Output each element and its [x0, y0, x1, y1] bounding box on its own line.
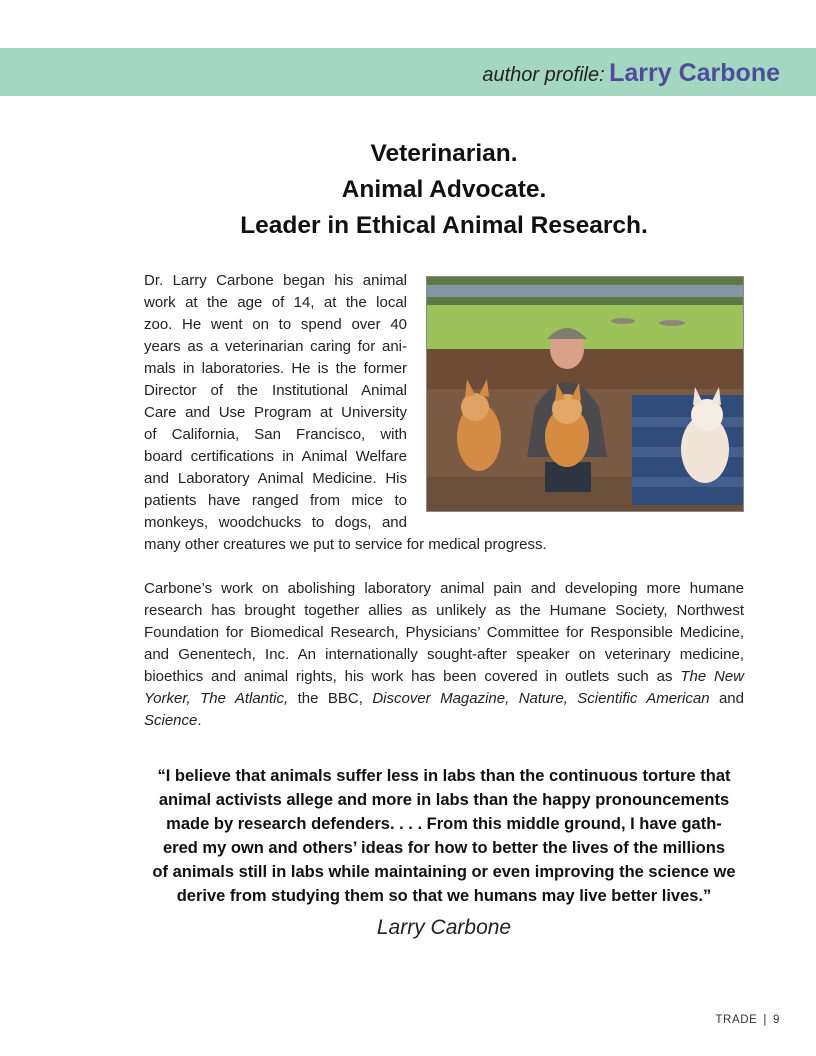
bio-line: research has brought together allies as unlikely as the Humane Society, Northwest: [144, 602, 744, 619]
bio-line: Foundation for Biomedical Research, Physicians’ Committee for Responsible Medicine,: [144, 624, 744, 641]
outlet-name: Discover Magazine, Nature, Scientific American: [372, 690, 710, 707]
outlet-name: Science: [144, 712, 198, 729]
quote-line: “I believe that animals suffer less in labs than the continuous torture that: [157, 767, 731, 785]
outlet-name: Yorker, The Atlantic,: [144, 690, 289, 707]
bio-line: patients have ranged from mice to: [144, 492, 407, 509]
bio-line: Dr. Larry Carbone began his animal: [144, 272, 407, 289]
header-banner: [0, 48, 816, 96]
headline-line-2: Animal Advocate.: [341, 176, 547, 203]
bio-line: many other creatures we put to service for medical progress.: [144, 536, 547, 553]
pull-quote: [136, 764, 752, 908]
page-footer: [715, 1014, 780, 1026]
banner-author-name: Larry Carbone: [609, 59, 780, 87]
bio-line: years as a veterinarian caring for ani-: [144, 338, 407, 355]
headline-line-1: Veterinarian.: [370, 140, 518, 167]
bio-line: [144, 710, 744, 732]
outlet-name: The New: [680, 668, 745, 685]
quote-line: ered my own and others’ ideas for how to better the lives of the millions: [162, 839, 725, 857]
bio-line: Care and Use Program at University: [144, 404, 407, 421]
bio-text-run: and: [718, 690, 744, 707]
bio-line: board certifications in Animal Welfare: [144, 448, 407, 465]
quote-line: of animals still in labs while maintaining or even improving the science we: [152, 863, 736, 881]
bio-line: monkeys, woodchucks to dogs, and: [144, 514, 407, 531]
quote-line: derive from studying them so that we humans may live better lives.”: [176, 887, 712, 905]
bio-text-run: bioethics and animal rights, his work has been covered in outlets such as: [144, 668, 673, 685]
bio-line: and Genentech, Inc. An internationally sought-after speaker on veterinary medicine,: [144, 646, 744, 663]
bio-line: and Laboratory Animal Medicine. His: [144, 470, 407, 487]
quote-line: animal activists allege and more in labs than the happy pronouncements: [158, 791, 730, 809]
quote-attribution: Larry Carbone: [376, 916, 512, 939]
bio-line: of California, San Francisco, with: [144, 426, 407, 443]
footer-section: TRADE: [715, 1014, 758, 1026]
headline-line-3: Leader in Ethical Animal Research.: [240, 212, 648, 239]
bio-text-run: the BBC,: [297, 690, 363, 707]
bio-line: [144, 666, 744, 688]
page-number: 9: [773, 1014, 780, 1026]
author-photo: [426, 276, 744, 512]
bio-line: Director of the Institutional Animal: [144, 382, 407, 399]
bio-paragraph-2: [144, 578, 744, 732]
quote-line: made by research defenders. . . . From this middle ground, I have gath-: [166, 815, 722, 833]
bio-line: [144, 688, 744, 710]
bio-line: Carbone’s work on abolishing laboratory animal pain and developing more humane: [144, 580, 744, 597]
bio-text-run: .: [197, 712, 202, 729]
author-with-dogs-image: [427, 277, 743, 511]
banner-title: [482, 48, 780, 96]
bio-line: work at the age of 14, at the local: [144, 294, 407, 311]
footer-separator: |: [763, 1014, 767, 1026]
banner-prefix: author profile:: [482, 64, 605, 86]
headline: [100, 136, 788, 244]
bio-line: zoo. He went on to spend over 40: [144, 316, 407, 333]
bio-line: mals in laboratories. He is the former: [144, 360, 407, 377]
